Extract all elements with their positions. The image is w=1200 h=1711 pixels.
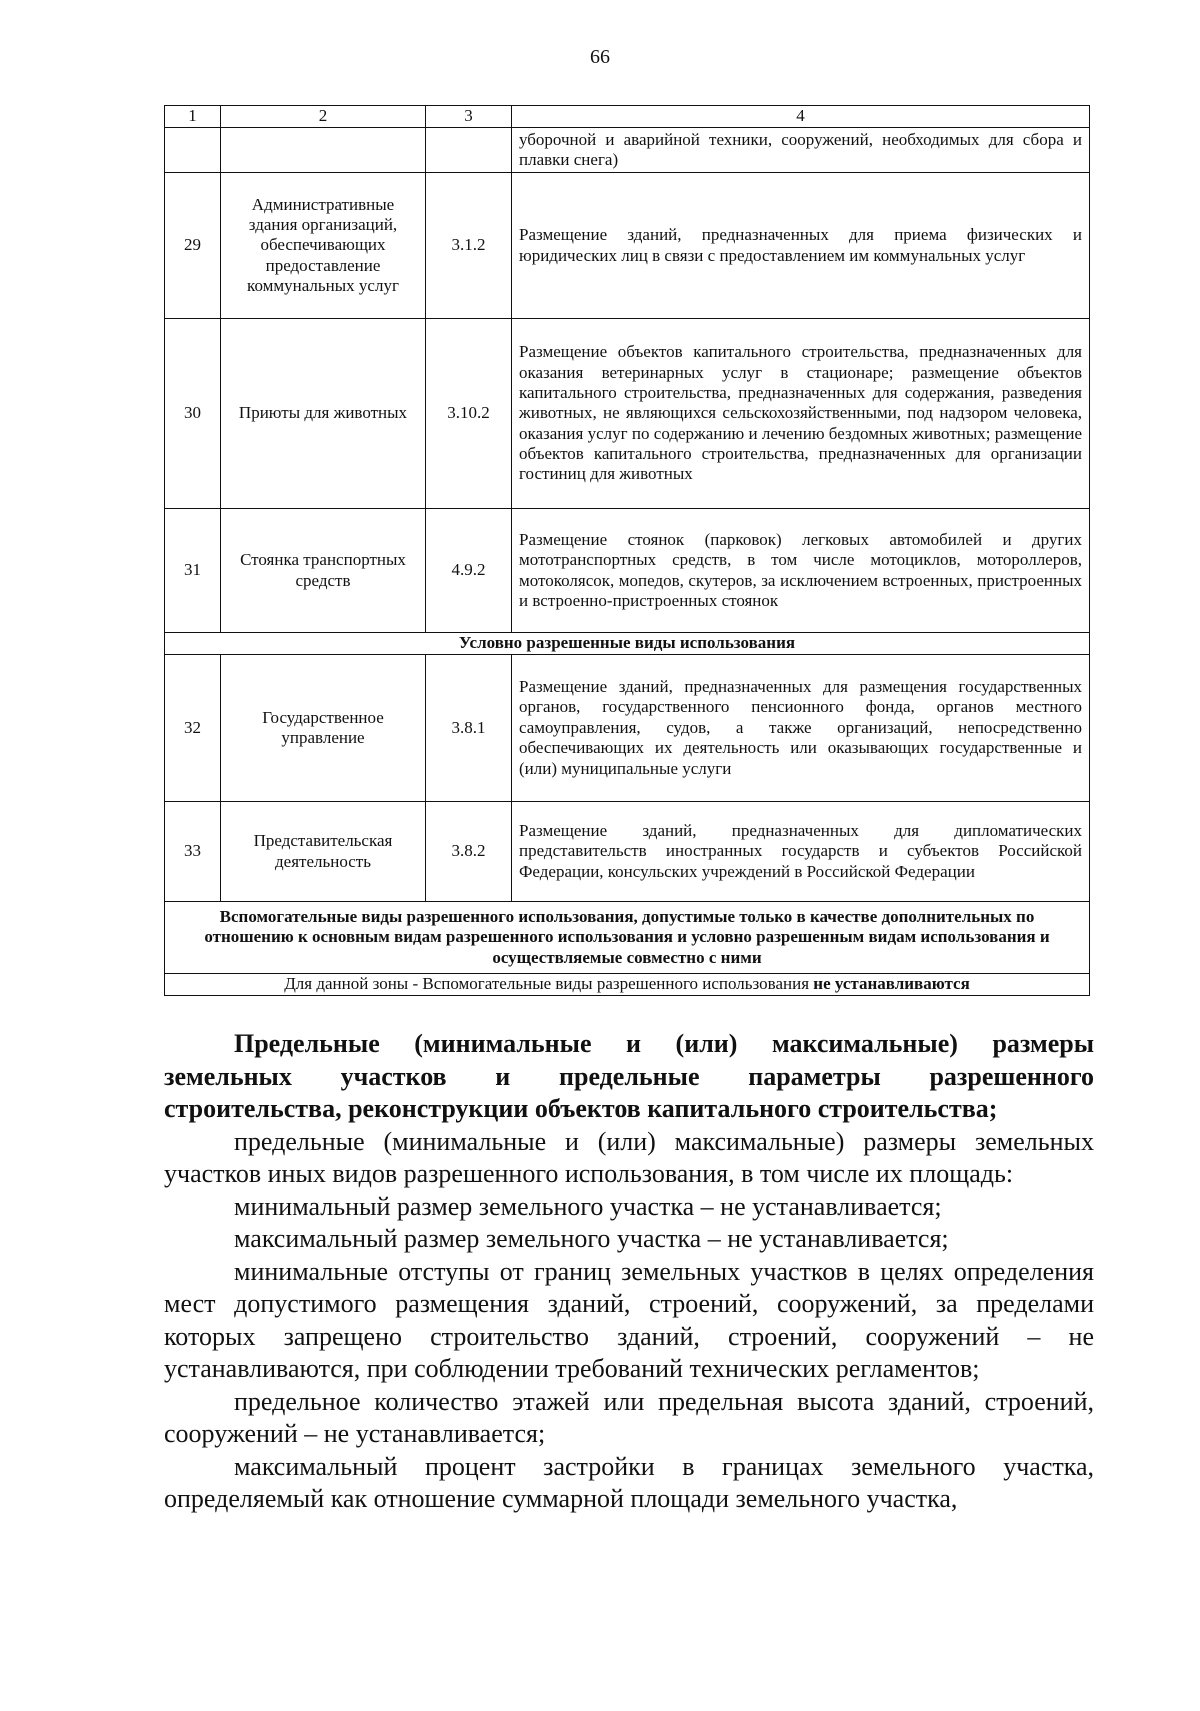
use-type-code: 3.1.2 xyxy=(426,173,512,319)
continuation-text: уборочной и аварийной техники, сооружений, необходимых для сбора и плавки снега) xyxy=(512,128,1090,173)
use-type-name: Приюты для животных xyxy=(221,319,426,509)
use-type-name: Представительская деятельность xyxy=(221,802,426,902)
conditional-section-title: Условно разрешенные виды использования xyxy=(165,633,1090,655)
paragraph: предельные (минимальные и (или) максимальные) размеры земельных участков иных видов разрешенного использования, в том числе их площадь: xyxy=(164,1126,1094,1188)
section-row-auxiliary xyxy=(165,902,1090,974)
column-number-1: 1 xyxy=(165,106,221,128)
land-use-table xyxy=(164,105,1090,996)
use-type-description: Размещение зданий, предназначенных для дипломатических представительств иностранных государств и субъектов Российской Федерации, консульских учреждений в Российской Федерации xyxy=(512,802,1090,902)
use-type-description: Размещение объектов капитального строительства, предназначенных для оказания ветеринарных услуг в стационаре; размещение объектов капитального строительства, предназначенных для содержания, разведения животных, не являющихся сельскохозяйственными, под надзором человека, оказания услуг по содержанию и лечению бездомных животных; размещение объектов капитального строительства, предназначенных для организации гостиниц для животных xyxy=(512,319,1090,509)
paragraph: предельное количество этажей или предельная высота зданий, строений, сооружений – не устанавливается; xyxy=(164,1386,1094,1448)
row-number: 31 xyxy=(165,509,221,633)
use-type-code: 3.10.2 xyxy=(426,319,512,509)
final-note-prefix: Для данной зоны - Вспомогательные виды разрешенного использования xyxy=(284,974,814,994)
use-type-name: Административные здания организаций, обеспечивающих предоставление коммунальных услуг xyxy=(221,173,426,319)
table-row xyxy=(165,509,1090,633)
row-number: 29 xyxy=(165,173,221,319)
use-type-description: Размещение стоянок (парковок) легковых автомобилей и других мототранспортных средств, в том числе мотоциклов, мотороллеров, мотоколясок, мопедов, скутеров, за исключением встроенных, пристроенных и встроенно-пристроенных стоянок xyxy=(512,509,1090,633)
use-type-code: 3.8.2 xyxy=(426,802,512,902)
final-note-bold: не устанавливаются xyxy=(813,974,970,994)
section-row-conditional xyxy=(165,633,1090,655)
regulations-text xyxy=(164,1028,1094,1516)
page-number: 66 xyxy=(590,46,610,68)
use-type-code: 4.9.2 xyxy=(426,509,512,633)
use-type-code: 3.8.1 xyxy=(426,655,512,802)
table-row xyxy=(165,319,1090,509)
column-number-4: 4 xyxy=(512,106,1090,128)
heading-line: Предельные (минимальные и (или) максимальные) размеры xyxy=(234,1029,1094,1058)
column-number-3: 3 xyxy=(426,106,512,128)
heading-line: земельных участков и предельные параметры разрешенного xyxy=(164,1061,1094,1091)
paragraph: максимальный размер земельного участка – не устанавливается; xyxy=(234,1224,949,1253)
column-number-2: 2 xyxy=(221,106,426,128)
use-type-name: Стоянка транспортных средств xyxy=(221,509,426,633)
row-number: 30 xyxy=(165,319,221,509)
paragraph: минимальный размер земельного участка – не устанавливается; xyxy=(234,1191,942,1221)
use-type-name: Государственное управление xyxy=(221,655,426,802)
section-heading xyxy=(164,1028,1094,1126)
table-row xyxy=(165,173,1090,319)
row-number: 33 xyxy=(165,802,221,902)
row-number: 32 xyxy=(165,655,221,802)
final-note xyxy=(165,974,1090,996)
heading-line: строительства, реконструкции объектов капитального строительства; xyxy=(164,1094,998,1123)
use-type-description: Размещение зданий, предназначенных для размещения государственных органов, государственного пенсионного фонда, органов местного самоуправления, судов, а также организаций, непосредственно обеспечивающих их деятельность или оказывающих государственные и (или) муниципальные услуги xyxy=(512,655,1090,802)
table-header-row xyxy=(165,106,1090,128)
table-row-continuation xyxy=(165,128,1090,173)
table-row xyxy=(165,655,1090,802)
paragraph: минимальные отступы от границ земельных участков в целях определения мест допустимого размещения зданий, строений, сооружений, за пределами которых запрещено строительство зданий, строений, сооружений – не устанавливаются, при соблюдении требований технических регламентов; xyxy=(164,1256,1094,1383)
paragraph: максимальный процент застройки в границах земельного участка, определяемый как отношение суммарной площади земельного участка, xyxy=(164,1451,1094,1513)
auxiliary-section-title: Вспомогательные виды разрешенного использования, допустимые только в качестве дополнительных по отношению к основным видам разрешенного использования и условно разрешенным видам использования и осуществляемые совместно с ними xyxy=(165,902,1090,974)
table-row-final-note xyxy=(165,974,1090,996)
table-row xyxy=(165,802,1090,902)
use-type-description: Размещение зданий, предназначенных для приема физических и юридических лиц в связи с предоставлением им коммунальных услуг xyxy=(512,173,1090,319)
